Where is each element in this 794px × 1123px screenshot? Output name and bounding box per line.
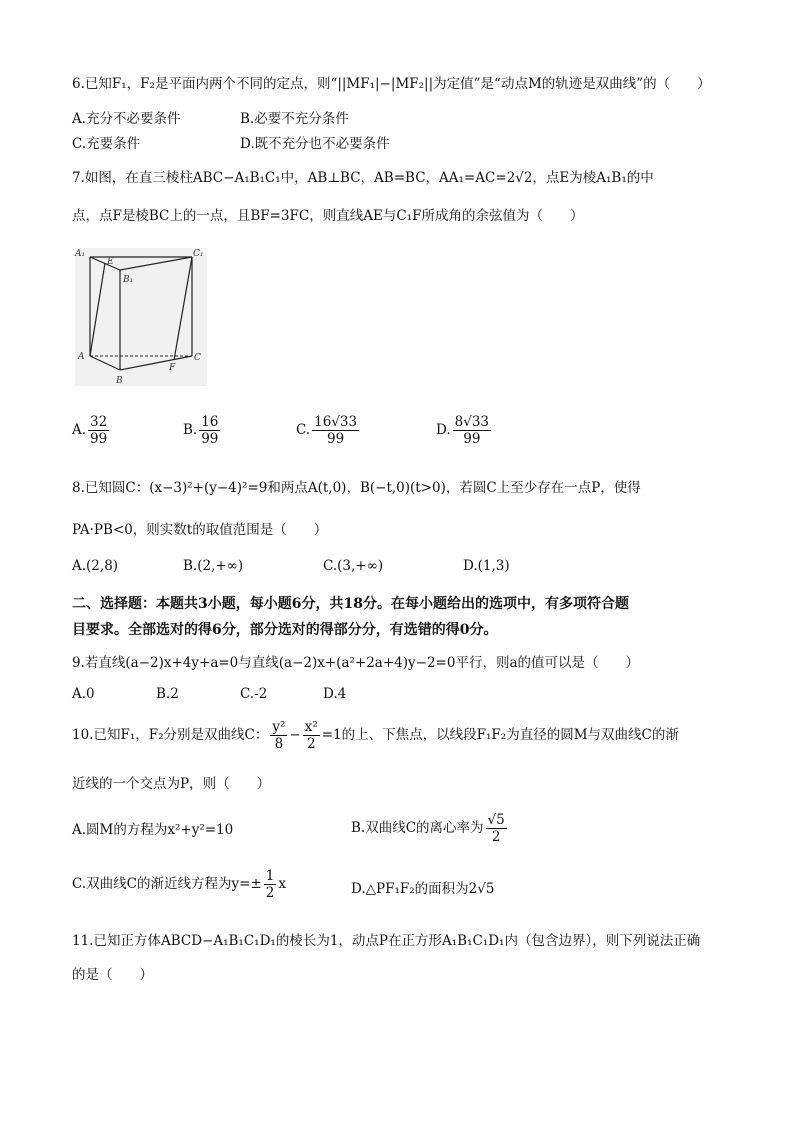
q11-stem-line2: 的是（ ）: [72, 967, 153, 983]
q10-fraction-x: [303, 719, 320, 752]
fraction-numerator: 32: [90, 414, 108, 430]
q9-option-d: D.4: [323, 686, 347, 702]
q6-option-d: D.既不充分也不必要条件: [240, 136, 390, 152]
q10-option-d: D.△PF₁F₂的面积为2√5: [351, 881, 495, 897]
q7-option-b-fraction: [199, 414, 220, 447]
q10-stem-line1: [72, 719, 679, 752]
fraction-denominator: 99: [90, 431, 108, 447]
q10-stem-pre: 10.已知F₁，F₂分别是双曲线C：: [72, 727, 269, 743]
fraction-denominator: 2: [265, 885, 275, 901]
label-e: E: [107, 257, 114, 267]
fraction-numerator: x²: [304, 719, 318, 735]
q7-option-c-letter: C.: [296, 422, 311, 438]
section-2-heading-line2: 目要求。全部选对的得6分，部分选对的得部分分，有选错的得0分。: [72, 622, 498, 638]
q7-option-d-fraction: [453, 414, 491, 447]
q10-option-a: A.圆M的方程为x²+y²=10: [72, 822, 234, 838]
section-2-heading-line1: 二、选择题：本题共3小题，每小题6分，共18分。在每小题给出的选项中，有多项符合题: [72, 596, 629, 612]
q9-option-b: B.2: [156, 686, 179, 702]
q10-option-c-post: x: [278, 876, 286, 892]
fraction-numerator: 1: [265, 868, 275, 884]
q6-option-c: C.充要条件: [72, 136, 141, 152]
q6-option-b: B.必要不充分条件: [240, 111, 349, 127]
q9-stem: 9.若直线(a−2)x+4y+a=0与直线(a−2)x+(a²+2a+4)y−2=0平行，则a的值可以是（ ）: [72, 655, 639, 671]
label-f: F: [169, 363, 176, 373]
label-c1: C₁: [193, 249, 204, 259]
q7-stem-line1: 7.如图，在直三棱柱ABC−A₁B₁C₁中，AB⊥BC，AB=BC，AA₁=AC=2√2，点E为棱A₁B₁的中: [72, 170, 654, 186]
q6-option-a: A.充分不必要条件: [72, 111, 181, 127]
label-c: C: [194, 353, 201, 363]
q7-option-d: [436, 414, 493, 447]
q8-option-b: B.(2,+∞): [183, 558, 244, 574]
label-a: A: [78, 352, 85, 362]
fraction-denominator: 99: [201, 431, 219, 447]
q10-stem-line2: 近线的一个交点为P，则（ ）: [72, 776, 271, 792]
q7-option-b: [183, 414, 222, 447]
prism-figure: [72, 244, 212, 390]
q7-option-d-letter: D.: [436, 422, 451, 438]
fraction-numerator: y²: [272, 719, 286, 735]
q9-option-a: A.0: [72, 686, 95, 702]
q7-option-c-fraction: [312, 414, 359, 447]
q7-option-a: [72, 414, 111, 447]
label-b1: B₁: [123, 275, 134, 285]
q10-fraction-y: [270, 719, 287, 752]
q8-option-d: D.(1,3): [463, 558, 510, 574]
q10-minus: −: [289, 727, 301, 743]
q8-option-c: C.(3,+∞): [323, 558, 384, 574]
q7-option-a-letter: A.: [72, 422, 87, 438]
fraction-denominator: 99: [327, 431, 345, 447]
q8-stem-line2: PA·PB<0，则实数t的取值范围是（ ）: [72, 522, 328, 538]
q7-stem-line2: 点，点F是棱BC上的一点，且BF=3FC，则直线AE与C₁F所成角的余弦值为（ ）: [72, 208, 584, 224]
q6-stem: 6.已知F₁，F₂是平面内两个不同的定点，则“||MF₁|−|MF₂||为定值”是“动点M的轨迹是双曲线”的（ ）: [72, 76, 711, 92]
q10-option-c: [72, 868, 286, 901]
fraction-numerator: 16: [201, 414, 219, 430]
fraction-numerator: 8√33: [454, 414, 490, 430]
q7-option-b-letter: B.: [183, 422, 198, 438]
label-a1: A₁: [75, 249, 86, 259]
fraction-numerator: √5: [487, 812, 505, 828]
q10-option-b-fraction: [486, 812, 507, 845]
label-b: B: [116, 376, 123, 386]
q10-option-b: [351, 812, 509, 845]
q7-option-c: [296, 414, 361, 447]
q10-option-c-fraction: [264, 868, 277, 901]
fraction-denominator: 8: [274, 736, 284, 752]
q10-option-c-text: C.双曲线C的渐近线方程为y=±: [72, 876, 262, 892]
fraction-numerator: 16√33: [314, 414, 358, 430]
q8-stem-line1: 8.已知圆C：(x−3)²+(y−4)²=9和两点A(t,0)，B(−t,0)(t>0)，若圆C上至少存在一点P，使得: [72, 480, 641, 496]
q10-option-b-text: B.双曲线C的离心率为: [351, 820, 484, 836]
q9-option-c: C.-2: [240, 686, 268, 702]
q10-stem-post: =1的上、下焦点，以线段F₁F₂为直径的圆M与双曲线C的渐: [321, 727, 679, 743]
fraction-denominator: 99: [463, 431, 481, 447]
q8-option-a: A.(2,8): [72, 558, 119, 574]
fraction-denominator: 2: [491, 829, 501, 845]
q11-stem-line1: 11.已知正方体ABCD−A₁B₁C₁D₁的棱长为1，动点P在正方形A₁B₁C₁D₁内（包含边界），则下列说法正确: [72, 933, 701, 949]
fraction-denominator: 2: [306, 736, 316, 752]
q7-option-a-fraction: [88, 414, 109, 447]
